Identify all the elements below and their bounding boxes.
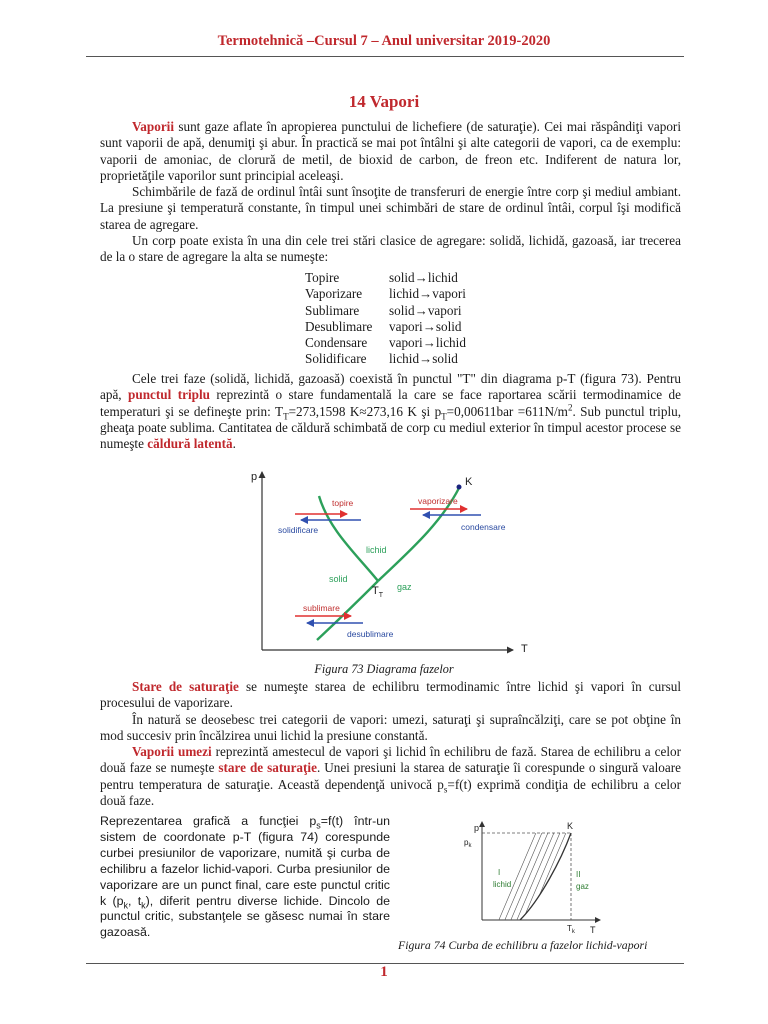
transition-change: solid→lichid bbox=[389, 270, 458, 285]
tk-subscript: k bbox=[571, 929, 575, 935]
transition-row bbox=[305, 286, 466, 302]
hatch-line bbox=[582, 828, 618, 922]
transition-change: solid→vapori bbox=[389, 302, 462, 318]
p-axis-label: p bbox=[251, 471, 258, 483]
transition-row bbox=[305, 335, 466, 351]
transition-row bbox=[305, 303, 466, 319]
phase-diagram bbox=[245, 460, 545, 660]
paragraph-text: . bbox=[232, 436, 236, 452]
paragraph-saturation bbox=[100, 679, 681, 712]
paragraph-text: . Unei presiuni la starea de saturaţie îi corespunde o singură valoare pentru temperatura de saturaţie. Această dependenţă univocă p bbox=[100, 760, 681, 792]
paragraph-text: =273,1598 K≈273,16 K şi p bbox=[288, 403, 442, 419]
vaporizare-label: vaporizare bbox=[418, 496, 458, 506]
region-2-name: gaz bbox=[576, 882, 589, 891]
transition-name: Desublimare bbox=[305, 318, 373, 334]
hatch-line bbox=[498, 828, 538, 922]
liquid-hatching bbox=[498, 828, 618, 922]
transition-change: lichid→vapori bbox=[389, 286, 466, 302]
critical-point bbox=[457, 485, 462, 490]
hatch-line bbox=[516, 828, 556, 922]
paragraph-text: =f(t) exprimă condiţia de echilibru a celor două faze. bbox=[100, 776, 681, 809]
hatch-line bbox=[522, 828, 562, 922]
triple-point-label bbox=[372, 585, 384, 599]
hatch-line bbox=[552, 828, 592, 922]
paragraph-text: reprezintă amestecul de vapori şi lichid în echilibru de fază. Starea de echilibru a celor două faze se numeşte bbox=[100, 744, 681, 776]
hatch-line bbox=[564, 828, 604, 922]
fusion-curve bbox=[319, 496, 378, 581]
transition-row bbox=[305, 351, 466, 367]
figure-74-description bbox=[100, 814, 390, 941]
tk-letter: T bbox=[567, 924, 572, 933]
region-1-name: lichid bbox=[493, 880, 512, 889]
t-axis-label: T bbox=[521, 643, 528, 655]
topire-label: topire bbox=[332, 498, 354, 508]
sidebox-text: Reprezentarea grafică a funcţiei p bbox=[100, 814, 317, 828]
paragraph-vapori bbox=[100, 119, 681, 184]
figure-73-caption: Figura 73 Diagrama fazelor bbox=[314, 662, 454, 676]
figure-74-caption: Figura 74 Curba de echilibru a fazelor lichid-vapori bbox=[398, 938, 648, 952]
desublimare-label: desublimare bbox=[347, 629, 394, 639]
vaporization-curve bbox=[520, 833, 571, 920]
superscript: 2 bbox=[567, 402, 573, 413]
pk-subscript: k bbox=[468, 843, 472, 849]
paragraph-text: Cele trei faze (solidă, lichidă, gazoasă) coexistă în punctul "T" din diagrama p-T (figura 73). Pentru apă, bbox=[100, 371, 681, 403]
page-number: 1 bbox=[380, 964, 388, 980]
term-punctul-triplu: punctul triplu bbox=[128, 387, 210, 403]
pk-label bbox=[464, 838, 472, 849]
paragraph-wet-vapor bbox=[100, 744, 681, 809]
paragraph-triple-point bbox=[100, 371, 681, 452]
lichid-region-label: lichid bbox=[366, 545, 387, 555]
pk-letter: p bbox=[464, 838, 469, 847]
transition-row bbox=[305, 319, 466, 335]
term-vaporii: Vaporii bbox=[132, 119, 175, 134]
paragraph-states: Un corp poate exista în una din cele trei stări clasice de agregare: solidă, lichidă, gazoasă, iar trecerea de la o stare de agregare la alta se numeşte: bbox=[100, 233, 681, 265]
term-stare-de-saturatie: Stare de saturaţie bbox=[132, 679, 239, 694]
paragraph-text: reprezintă o stare fundamentală la care se face raportarea scării termodinamice de temperaturi şi se defineşte prin: T bbox=[100, 387, 681, 419]
transition-row bbox=[305, 270, 466, 286]
page-header: Termotehnică –Cursul 7 – Anul universitar 2019-2020 bbox=[217, 33, 551, 49]
equilibrium-curve-diagram bbox=[458, 818, 618, 936]
region-1-label: I bbox=[498, 868, 501, 877]
paragraph-phase-changes: Schimbările de fază de ordinul întâi sunt însoţite de transferuri de energie între corp şi mediul ambiant. La presiune şi temperatură constante, în timpul unei schimbări de stare de ordinul întâi, corpul îşi modifică starea de agregare. bbox=[100, 184, 681, 232]
header-rule bbox=[86, 56, 684, 57]
sidebox-text: =f(t) într-un sistem de coordonate p-T (figura 74) corespunde curbei presiunilor de vaporizare, numită şi curba de echilibru a fazelor lichid-vapori. Curba presiunilor de vaporizare are un punct final, care este punctul critic k (p bbox=[100, 814, 390, 908]
tk-label bbox=[567, 924, 576, 935]
subscript: T bbox=[283, 411, 289, 422]
triple-point-letter: T bbox=[372, 585, 379, 597]
term-stare-de-saturatie-2: stare de saturaţie bbox=[218, 760, 317, 776]
transition-change: lichid→solid bbox=[389, 351, 458, 367]
triple-point-subscript: T bbox=[378, 592, 384, 599]
sidebox-text: ), diferit pentru diverse lichide. Dincolo de punctul critic, substanţele se găsesc numai în stare gazoasă. bbox=[100, 893, 390, 940]
hatch-line bbox=[504, 828, 544, 922]
paragraph-vapor-types: În natură se deosebesc trei categorii de vapori: umezi, saturaţi şi supraîncălziţi, care se pot obţine în mod succesiv prin încălzirea unui lichid la presiune constantă. bbox=[100, 711, 681, 743]
sublimare-label: sublimare bbox=[303, 603, 340, 613]
transition-name: Solidificare bbox=[305, 351, 367, 367]
transition-name: Sublimare bbox=[305, 302, 360, 318]
t-axis-label: T bbox=[590, 925, 596, 935]
condensare-label: condensare bbox=[461, 522, 506, 532]
body-text-top bbox=[100, 119, 681, 266]
sidebox-text: , t bbox=[128, 893, 142, 908]
paragraph-text: =0,00611bar =611N/m bbox=[446, 403, 568, 419]
body-text-triple bbox=[100, 371, 681, 452]
paragraph-text: se numeşte starea de echilibru termodinamic între lichid şi vapori în cursul procesului de vaporizare. bbox=[100, 679, 681, 711]
solid-region-label: solid bbox=[329, 574, 348, 584]
region-2-label: II bbox=[576, 870, 581, 879]
body-text-saturation bbox=[100, 679, 681, 809]
subscript: T bbox=[441, 411, 447, 422]
transition-name: Topire bbox=[305, 270, 340, 285]
hatch-line bbox=[588, 828, 618, 922]
paragraph-text: sunt gaze aflate în apropierea punctului de lichefiere (de saturaţie). Cei mai răspândiţi vapori sunt vaporii de apă, denumiţi şi abur. În practică se mai pot întâlni şi alte categorii de vapori, ca de exemplu: vaporii de amoniac, de clorură de metil, de bioxid de carbon, de freon etc. Indiferent de natura lor, proprietăţile vaporilor sunt principial aceleaşi. bbox=[100, 119, 681, 183]
p-axis-label: p bbox=[474, 823, 480, 833]
hatch-line bbox=[540, 828, 580, 922]
critical-point-label: K bbox=[567, 821, 574, 831]
transition-name: Condensare bbox=[305, 335, 368, 351]
paragraph-text: . Sub punctul triplu, gheaţa poate sublima. Cantitatea de căldură schimbată de corp cu mediul exterior în timpul acestor procese se numeşte bbox=[100, 403, 681, 452]
subscript: k bbox=[141, 900, 146, 910]
term-vaporii-umezi: Vaporii umezi bbox=[132, 744, 212, 760]
gaz-region-label: gaz bbox=[397, 582, 412, 592]
term-caldura-latenta: căldură latentă bbox=[147, 436, 233, 452]
transition-change: vapori→lichid bbox=[389, 335, 466, 351]
section-title: 14 Vapori bbox=[348, 92, 420, 111]
transition-change: vapori→solid bbox=[389, 318, 462, 334]
hatch-line bbox=[528, 828, 568, 922]
subscript: k bbox=[123, 900, 128, 910]
hatch-line bbox=[576, 828, 616, 922]
solidificare-label: solidificare bbox=[278, 525, 319, 535]
subscript: s bbox=[316, 820, 321, 831]
transition-name: Vaporizare bbox=[305, 286, 363, 302]
subscript: s bbox=[443, 784, 448, 795]
transitions-table bbox=[305, 270, 466, 368]
critical-point-label: K bbox=[465, 476, 473, 488]
